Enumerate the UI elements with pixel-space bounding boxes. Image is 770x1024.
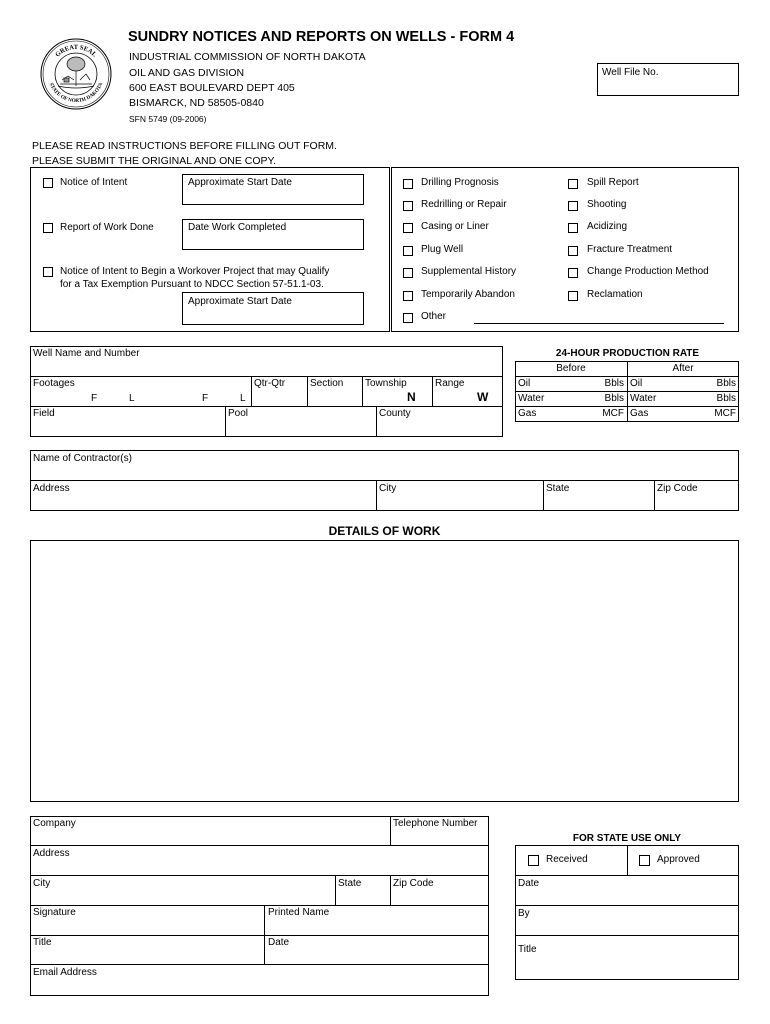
shooting-checkbox[interactable] — [568, 201, 578, 211]
company-zip-label: Zip Code — [393, 878, 434, 889]
plug-well-checkbox[interactable] — [403, 246, 413, 256]
seal-top-text: GREAT SEAL — [54, 43, 98, 59]
range-label: Range — [435, 378, 465, 389]
approx-start-date-field-2[interactable] — [182, 292, 364, 325]
company-city-label: City — [33, 878, 51, 889]
spill-report-checkbox[interactable] — [568, 179, 578, 189]
before-oil-label: Oil — [518, 378, 531, 389]
after-gas-label: Gas — [630, 408, 649, 419]
agency-line-4: BISMARCK, ND 58505-0840 — [129, 97, 264, 109]
before-water-label: Water — [518, 393, 545, 404]
approx-start-date-label: Approximate Start Date — [188, 177, 292, 188]
field-label: Field — [33, 408, 55, 419]
agency-line-1: INDUSTRIAL COMMISSION OF NORTH DAKOTA — [129, 51, 366, 63]
supplemental-history-checkbox[interactable] — [403, 268, 413, 278]
company-title-label: Title — [33, 937, 52, 948]
casing-liner-label: Casing or Liner — [421, 221, 489, 232]
state-use-title: FOR STATE USE ONLY — [572, 833, 682, 844]
notice-of-intent-label: Notice of Intent — [60, 177, 128, 188]
township-label: Township — [365, 378, 407, 389]
production-rate-title: 24-HOUR PRODUCTION RATE — [555, 348, 700, 359]
acidizing-label: Acidizing — [587, 221, 628, 232]
contractor-address-label: Address — [33, 483, 70, 494]
signature-label: Signature — [33, 907, 76, 918]
pool-label: Pool — [228, 408, 249, 419]
drilling-prognosis-checkbox[interactable] — [403, 179, 413, 189]
range-direction: W — [477, 390, 489, 404]
form-title: SUNDRY NOTICES AND REPORTS ON WELLS - FORM 4 — [128, 29, 515, 45]
approx-start-date-label-2: Approximate Start Date — [188, 296, 292, 307]
change-production-method-checkbox[interactable] — [568, 268, 578, 278]
contractor-state-label: State — [546, 483, 570, 494]
reclamation-label: Reclamation — [587, 289, 643, 300]
temporarily-abandon-label: Temporarily Abandon — [421, 289, 515, 300]
state-title-label: Title — [518, 944, 537, 955]
redrilling-checkbox[interactable] — [403, 201, 413, 211]
before-gas-label: Gas — [518, 408, 537, 419]
fracture-treatment-checkbox[interactable] — [568, 246, 578, 256]
report-of-work-done-checkbox[interactable] — [43, 223, 53, 233]
township-direction: N — [407, 390, 416, 404]
before-header: Before — [556, 363, 586, 374]
acidizing-checkbox[interactable] — [568, 223, 578, 233]
details-of-work-area[interactable] — [30, 540, 739, 802]
workover-label-line-1: Notice of Intent to Begin a Workover Project that may Qualify — [60, 266, 330, 277]
date-work-completed-label: Date Work Completed — [188, 222, 287, 233]
notice-of-intent-checkbox[interactable] — [43, 178, 53, 188]
instruction-line-1: PLEASE READ INSTRUCTIONS BEFORE FILLING OUT FORM. — [32, 140, 337, 152]
approved-checkbox[interactable] — [639, 855, 650, 866]
temporarily-abandon-checkbox[interactable] — [403, 291, 413, 301]
after-oil-label: Oil — [630, 378, 643, 389]
plug-well-label: Plug Well — [421, 244, 464, 255]
after-oil-unit: Bbls — [716, 378, 736, 389]
reclamation-checkbox[interactable] — [568, 291, 578, 301]
redrilling-label: Redrilling or Repair — [421, 199, 507, 210]
footage-f2: F — [202, 393, 209, 404]
state-by-label: By — [518, 908, 530, 919]
fracture-treatment-label: Fracture Treatment — [587, 244, 673, 255]
change-production-method-label: Change Production Method — [587, 266, 709, 277]
well-file-label: Well File No. — [602, 67, 659, 78]
approved-label: Approved — [657, 854, 700, 865]
contractor-name-label: Name of Contractor(s) — [33, 453, 132, 464]
approx-start-date-field[interactable] — [182, 174, 364, 205]
email-label: Email Address — [33, 967, 97, 978]
instruction-line-2: PLEASE SUBMIT THE ORIGINAL AND ONE COPY. — [32, 155, 277, 167]
drilling-prognosis-label: Drilling Prognosis — [421, 177, 499, 188]
before-gas-unit: MCF — [602, 408, 624, 419]
workover-project-checkbox[interactable] — [43, 267, 53, 277]
sfn-number: SFN 5749 (09-2006) — [129, 114, 207, 124]
agency-line-3: 600 EAST BOULEVARD DEPT 405 — [129, 82, 295, 94]
report-of-work-done-label: Report of Work Done — [60, 222, 154, 233]
state-date-label: Date — [518, 878, 540, 889]
section-label: Section — [310, 378, 344, 389]
after-gas-unit: MCF — [714, 408, 736, 419]
footage-f1: F — [91, 393, 98, 404]
details-of-work-title: DETAILS OF WORK — [328, 524, 441, 538]
company-address-label: Address — [33, 848, 70, 859]
shooting-label: Shooting — [587, 199, 627, 210]
workover-label-line-2: for a Tax Exemption Pursuant to NDCC Section 57-51.1-03. — [60, 279, 324, 290]
supplemental-history-label: Supplemental History — [421, 266, 517, 277]
seal-bottom-text: STATE OF NORTH DAKOTA — [47, 81, 105, 105]
footages-label: Footages — [33, 378, 75, 389]
contractor-zip-label: Zip Code — [657, 483, 698, 494]
before-water-unit: Bbls — [604, 393, 624, 404]
received-label: Received — [546, 854, 588, 865]
company-date-label: Date — [268, 937, 290, 948]
other-fill-line[interactable] — [474, 323, 724, 324]
before-oil-unit: Bbls — [604, 378, 624, 389]
contractor-city-label: City — [379, 483, 397, 494]
after-header: After — [672, 363, 694, 374]
company-state-label: State — [338, 878, 362, 889]
company-label: Company — [33, 818, 76, 829]
casing-liner-checkbox[interactable] — [403, 223, 413, 233]
other-checkbox[interactable] — [403, 313, 413, 323]
spill-report-label: Spill Report — [587, 177, 639, 188]
county-label: County — [379, 408, 411, 419]
company-section — [30, 816, 489, 996]
well-file-field[interactable] — [597, 63, 739, 96]
telephone-label: Telephone Number — [393, 818, 478, 829]
after-water-unit: Bbls — [716, 393, 736, 404]
received-checkbox[interactable] — [528, 855, 539, 866]
footage-l2: L — [240, 393, 246, 404]
other-label: Other — [421, 311, 447, 322]
printed-name-label: Printed Name — [268, 907, 330, 918]
after-water-label: Water — [630, 393, 657, 404]
agency-line-2: OIL AND GAS DIVISION — [129, 67, 245, 79]
state-seal — [40, 38, 112, 110]
qtr-qtr-label: Qtr-Qtr — [254, 378, 286, 389]
date-work-completed-field[interactable] — [182, 219, 364, 250]
well-name-label: Well Name and Number — [33, 348, 140, 359]
footage-l1: L — [129, 393, 135, 404]
